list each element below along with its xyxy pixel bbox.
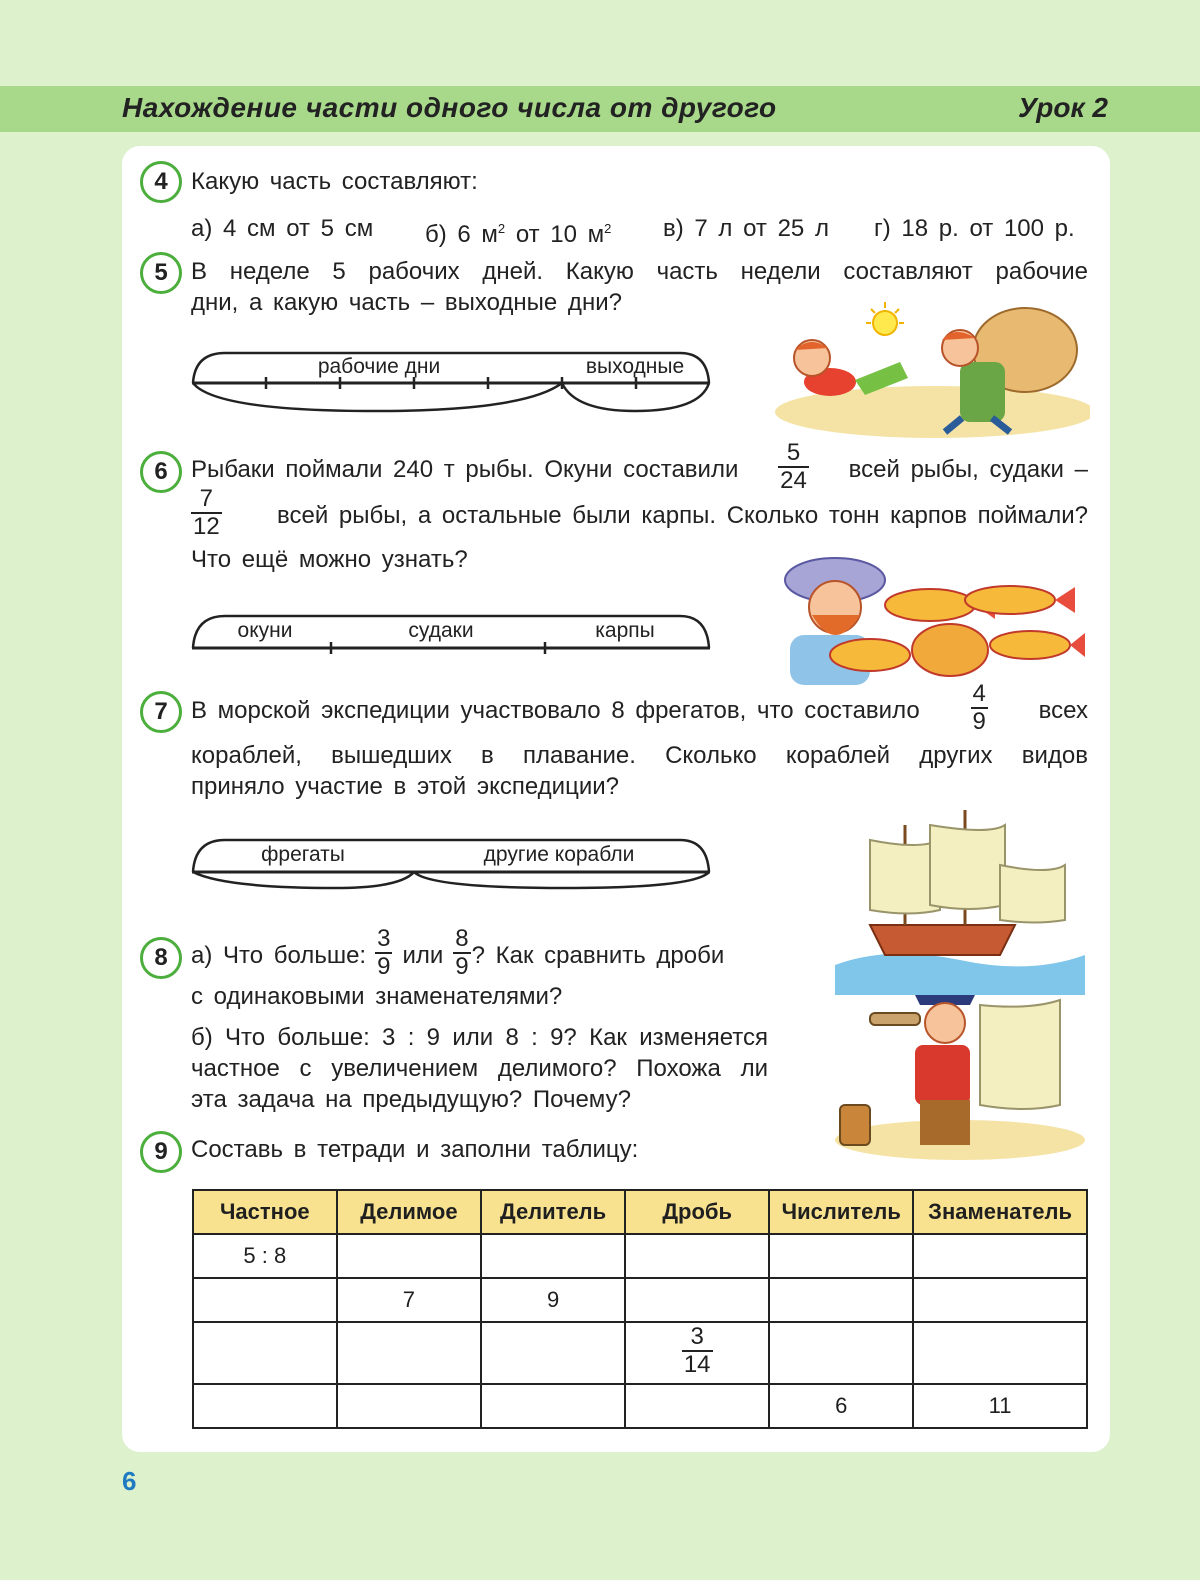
table-cell [481,1384,625,1428]
table-row [193,1278,1087,1322]
table-cell [625,1384,769,1428]
task-6-badge: 6 [140,451,182,493]
lesson-label: Урок 2 [1017,92,1108,123]
table-cell [337,1234,482,1278]
table-cell [337,1322,482,1384]
task-7-line3: приняло участие в этой экспедиции? [191,773,619,800]
ship-illustration [830,805,1090,1160]
task-4-a: а) 4 см от 5 см [191,215,374,242]
task-5-line1: В неделе 5 рабочих дней. Какую часть недели составляют рабочие [191,258,1088,285]
task-7-badge: 7 [140,691,182,733]
task-4-c: в) 7 л от 25 л [663,215,829,242]
task-4-question: Какую часть составляют: [191,168,478,195]
table-header-row [193,1190,1087,1234]
col-drob: Дробь [625,1190,769,1234]
col-znamenatel: Знаменатель [913,1190,1087,1234]
task-8-b-line2: частное с увеличением делимого? Похожа ли [191,1055,768,1082]
table-cell: 9 [481,1278,625,1322]
task-5-badge: 5 [140,252,182,294]
task-8-b-line3: эта задача на предыдущую? Почему? [191,1086,631,1113]
label-fregaty: фрегаты [261,843,345,866]
table-row [193,1234,1087,1278]
label-okuni: окуни [237,619,293,642]
table-cell [625,1278,769,1322]
table-cell [193,1384,337,1428]
col-chislitel: Числитель [769,1190,913,1234]
table-cell: 11 [913,1384,1087,1428]
label-days-off: выходные [585,355,685,378]
col-chastnoe: Частное [193,1190,337,1234]
task-5-segment-diagram [185,345,720,415]
table-cell: 5 : 8 [193,1234,337,1278]
col-delitel: Делитель [481,1190,625,1234]
fraction-8-9: $\frac{8}{9}$ [455,925,469,980]
label-work-days: рабочие дни [317,355,441,378]
table-cell [769,1278,913,1322]
task-6-segment-diagram [185,608,720,658]
task-4-badge: 4 [140,161,182,203]
task-8-a-line1: а) Что больше: $\frac{3}{9}$ или $\frac{8}{9}$ ? Как сравнить дроби [191,925,725,980]
task-6-line2: $\frac{7}{12}$ всей рыбы, а остальные были карпы. Сколько тонн карпов поймали? [193,485,1088,540]
table-cell [913,1322,1087,1384]
table-cell [913,1234,1087,1278]
fill-in-table [192,1189,1088,1429]
table-cell [193,1322,337,1384]
table-cell [769,1234,913,1278]
fisherman-illustration [780,545,1090,695]
table-cell [769,1322,913,1384]
task-4-d: г) 18 р. от 100 р. [874,215,1075,242]
table-cell [337,1384,482,1428]
task-7-line2: кораблей, вышедших в плавание. Сколько кораблей других видов [191,742,1088,769]
fraction-5-24: $\frac{5}{24}$ [780,439,807,494]
table-cell [625,1234,769,1278]
task-6-line1: Рыбаки поймали 240 т рыбы. Окуни составили $\frac{5}{24}$ всей рыбы, судаки – [191,439,1088,494]
task-4-b: б) 6 $м^2$ от 10 $м^2$ [425,221,612,248]
col-delimoe: Делимое [337,1190,482,1234]
fraction-3-9: $\frac{3}{9}$ [377,925,391,980]
task-8-badge: 8 [140,937,182,979]
task-9-text: Составь в тетради и заполни таблицу: [191,1136,639,1163]
task-7-segment-diagram [185,832,720,892]
table-cell: 7 [337,1278,482,1322]
task-6-line3: Что ещё можно узнать? [191,546,468,573]
page-number: 6 [122,1466,137,1496]
table-cell [193,1278,337,1322]
task-8-b-line1: б) Что больше: 3 : 9 или 8 : 9? Как изменяется [191,1024,768,1051]
table-cell [481,1234,625,1278]
task-5-line2: дни, а какую часть – выходные дни? [191,289,622,316]
task-9-badge: 9 [140,1131,182,1173]
table-cell [913,1278,1087,1322]
label-other-ships: другие корабли [483,843,635,866]
task-7-line1: В морской экспедиции участвовало 8 фрегатов, что составило $\frac{4}{9}$ всех [191,680,1088,735]
fraction-3-14: $\frac{3}{14}$ [683,1323,711,1378]
fraction-7-12: $\frac{7}{12}$ [193,485,220,540]
table-row [193,1384,1087,1428]
page-title: Нахождение части одного числа от другого [122,92,777,123]
label-karpy: карпы [595,619,655,642]
table-row [193,1322,1087,1384]
task-8-a-line2: с одинаковыми знаменателями? [191,983,563,1010]
fraction-4-9: $\frac{4}{9}$ [972,680,986,735]
table-cell: 6 [769,1384,913,1428]
table-cell [481,1322,625,1384]
label-sudaki: судаки [408,619,474,642]
boys-illustration [770,300,1090,440]
table-cell [625,1322,769,1384]
